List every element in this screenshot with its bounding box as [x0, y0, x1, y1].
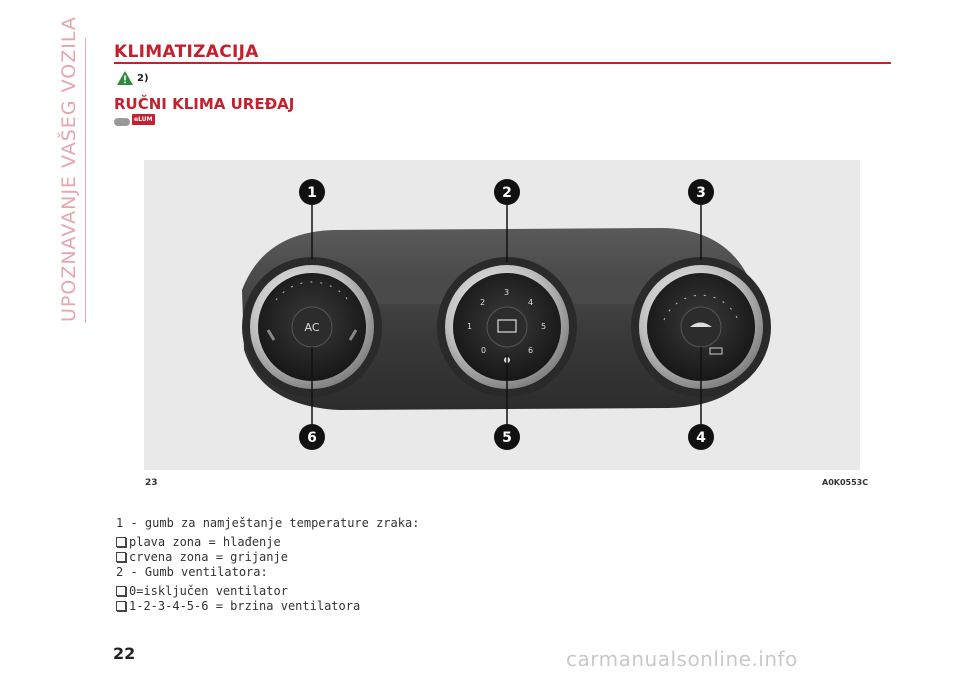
item2-title: 2 - Gumb ventilatora: [116, 565, 268, 579]
fan-label-2: 2 [480, 298, 486, 307]
bullet-text: crvena zona = grijanje [129, 550, 288, 564]
callout-2: 2 [502, 185, 512, 201]
bullet-text: 1-2-3-4-5-6 = brzina ventilatora [129, 599, 361, 613]
checkbox-bullet-icon [116, 552, 126, 562]
checkbox-bullet-icon [116, 586, 126, 596]
fan-label-0: 0 [481, 346, 487, 355]
warning-icon [116, 70, 134, 86]
section-title: KLIMATIZACIJA [114, 42, 259, 62]
checkbox-bullet-icon [116, 537, 126, 547]
list-item [116, 535, 419, 550]
footer-watermark: carmanualsonline.info [566, 647, 798, 671]
list-item [116, 599, 419, 614]
fan-label-5: 5 [541, 322, 547, 331]
callout-5: 5 [502, 430, 512, 446]
item1-title: 1 - gumb za namještanje temperature zraka: [116, 516, 420, 530]
checkbox-bullet-icon [116, 601, 126, 611]
climate-control-figure [144, 160, 860, 470]
page-number: 22 [113, 644, 136, 663]
section-rule [114, 62, 891, 64]
version-tag: eLUM [134, 116, 153, 123]
figure-number: 23 [145, 478, 158, 488]
fan-label-4: 4 [528, 298, 534, 307]
subsection-title: RUČNI KLIMA UREĐAJ [114, 95, 295, 113]
warning-reference: 2) [137, 73, 149, 84]
bullet-text: plava zona = hlađenje [129, 535, 281, 549]
figure-code: A0K0553C [822, 478, 869, 487]
fan-label-6: 6 [528, 346, 534, 355]
bullet-text: 0=isključen ventilator [129, 584, 288, 598]
steering-wheel-icon [114, 118, 130, 126]
sidebar-chapter-title: UPOZNAVANJE VAŠEG VOZILA [58, 16, 80, 322]
ac-button-label[interactable]: AC [304, 321, 320, 334]
callout-6: 6 [307, 430, 317, 446]
callout-1: 1 [307, 185, 317, 201]
sidebar-rule [85, 38, 86, 323]
list-item [116, 550, 419, 565]
list-item [116, 584, 419, 599]
callout-3: 3 [696, 185, 706, 201]
body-text [116, 516, 419, 614]
fan-label-3: 3 [504, 288, 510, 297]
version-badge [114, 114, 155, 133]
fan-label-1: 1 [467, 322, 473, 331]
callout-4: 4 [696, 430, 706, 446]
climate-panel-illustration [144, 160, 860, 470]
